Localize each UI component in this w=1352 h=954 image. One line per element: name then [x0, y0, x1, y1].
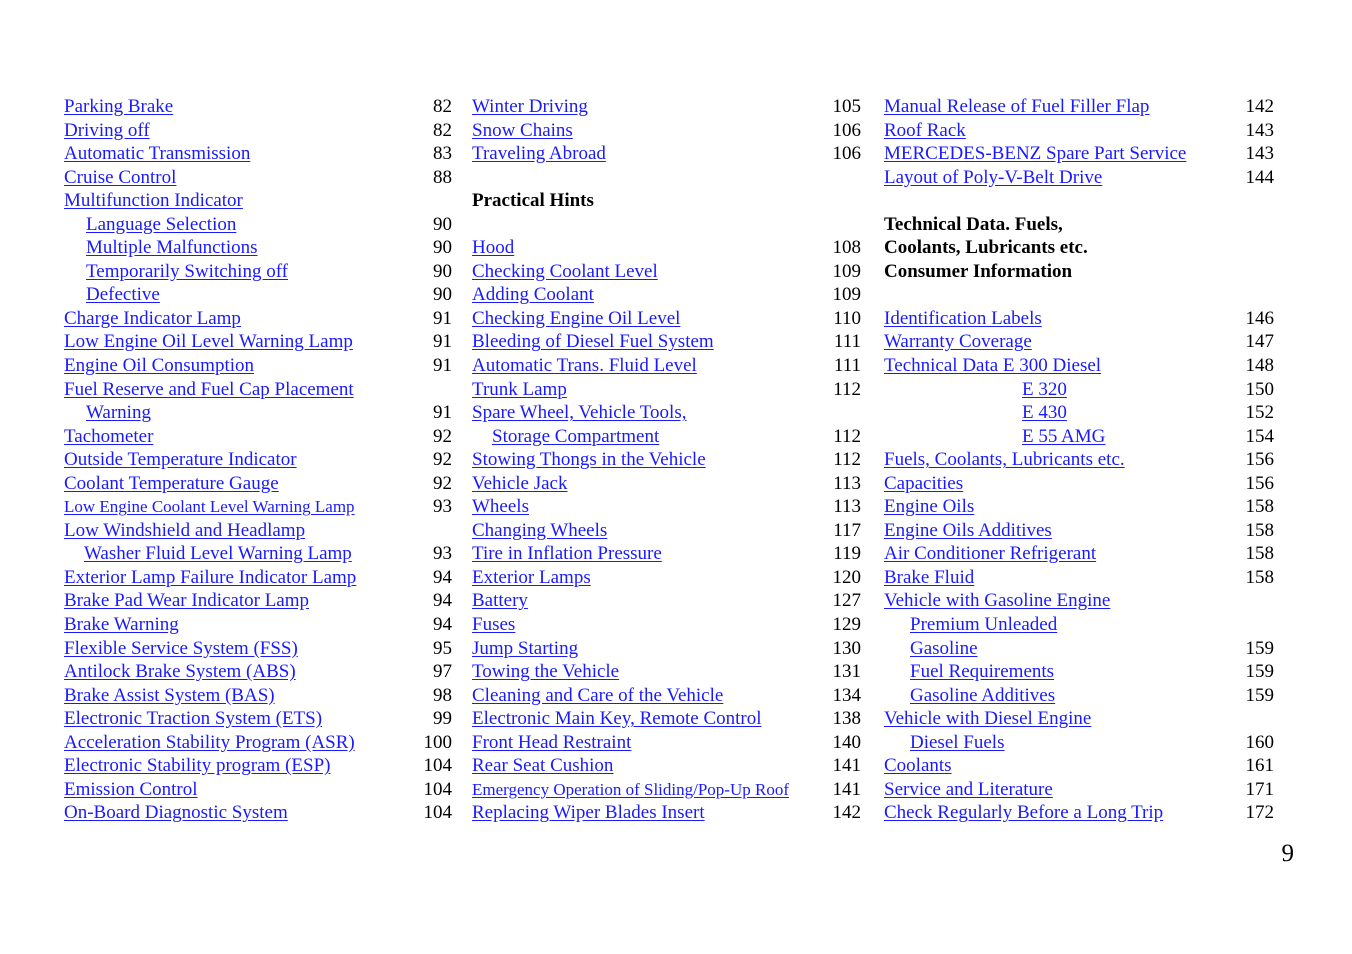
toc-link[interactable]: Winter Driving	[472, 96, 588, 117]
toc-link[interactable]: Gasoline	[910, 637, 978, 659]
toc-link[interactable]: Storage Compartment	[492, 425, 660, 447]
toc-link[interactable]: Brake Pad Wear Indicator Lamp	[64, 590, 310, 612]
section-heading-row	[472, 189, 864, 213]
toc-entry	[884, 307, 1276, 331]
toc-link[interactable]: Automatic Transmission	[64, 143, 251, 165]
toc-page-number: 131	[832, 661, 861, 683]
toc-link[interactable]: Engine Oils	[884, 496, 975, 518]
toc-entry	[64, 613, 454, 637]
blank-spacer	[472, 166, 864, 190]
toc-entry	[472, 542, 864, 566]
toc-page-number: 108	[832, 237, 861, 259]
toc-page-number: 104	[423, 802, 452, 824]
toc-link[interactable]: Front Head Restraint	[472, 731, 632, 753]
toc-link[interactable]: Bleeding of Diesel Fuel System	[472, 331, 714, 353]
toc-link[interactable]: Washer Fluid Level Warning Lamp	[84, 543, 352, 565]
toc-page-number: 110	[833, 307, 861, 329]
toc-page-number: 91	[433, 331, 452, 353]
toc-page-number: 143	[1245, 143, 1274, 165]
toc-link[interactable]: Language Selection	[86, 213, 237, 235]
toc-page-number: 172	[1245, 802, 1274, 824]
toc-entry	[884, 731, 1276, 755]
toc-entry	[64, 684, 454, 708]
toc-page-number: 82	[433, 96, 452, 117]
toc-entry	[884, 448, 1276, 472]
toc-entry	[64, 425, 454, 449]
toc-entry	[64, 778, 454, 802]
toc-page-number: 112	[833, 449, 861, 471]
section-heading: Coolants, Lubricants etc.	[884, 237, 1088, 259]
toc-page-number: 138	[832, 708, 861, 730]
toc-entry	[64, 401, 454, 425]
toc-link[interactable]: Warning	[86, 402, 151, 424]
toc-entry	[884, 495, 1276, 519]
toc-page-number: 148	[1245, 355, 1274, 377]
toc-entry	[472, 95, 864, 119]
section-heading-row	[884, 236, 1276, 260]
toc-link[interactable]: Capacities	[884, 472, 964, 494]
toc-link[interactable]: Fuel Requirements	[910, 661, 1055, 683]
toc-entry	[884, 707, 1276, 731]
toc-entry	[472, 119, 864, 143]
toc-page-number: 159	[1245, 684, 1274, 706]
toc-page-number: 120	[832, 566, 861, 588]
toc-link[interactable]: Emission Control	[64, 778, 198, 800]
toc-entry	[64, 801, 454, 825]
toc-link[interactable]: Trunk Lamp	[472, 378, 567, 400]
toc-entry	[64, 236, 454, 260]
toc-page-number: 82	[433, 119, 452, 141]
toc-page-number: 141	[832, 755, 861, 777]
toc-link[interactable]: Check Regularly Before a Long Trip	[884, 802, 1164, 824]
toc-entry	[884, 589, 1276, 613]
toc-page-number: 156	[1245, 472, 1274, 494]
toc-entry	[64, 542, 454, 566]
toc-link[interactable]: Identification Labels	[884, 307, 1042, 329]
toc-link[interactable]: Service and Literature	[884, 778, 1053, 800]
toc-entry	[64, 472, 454, 496]
toc-page-number: 90	[433, 284, 452, 306]
toc-entry	[64, 330, 454, 354]
toc-page-number: 92	[433, 472, 452, 494]
toc-page-number: 93	[433, 496, 452, 518]
toc-page-number: 99	[433, 708, 452, 730]
toc-page-number: 127	[832, 590, 861, 612]
toc-link[interactable]: Electronic Main Key, Remote Control	[472, 708, 762, 730]
toc-entry	[884, 95, 1276, 119]
toc-entry	[472, 330, 864, 354]
toc-page-number: 100	[423, 731, 452, 753]
toc-link[interactable]: Automatic Trans. Fluid Level	[472, 355, 697, 377]
toc-page-number: 140	[832, 731, 861, 753]
toc-link[interactable]: Jump Starting	[472, 637, 579, 659]
section-heading: Consumer Information	[884, 260, 1073, 282]
toc-entry	[64, 566, 454, 590]
toc-page-number: 94	[433, 590, 452, 612]
toc-entry	[884, 166, 1276, 190]
toc-entry	[64, 637, 454, 661]
blank-spacer	[884, 189, 1276, 213]
toc-entry	[64, 660, 454, 684]
toc-link[interactable]: Flexible Service System (FSS)	[64, 637, 298, 659]
toc-entry	[64, 307, 454, 331]
toc-link[interactable]: Brake Fluid	[884, 566, 975, 588]
toc-entry	[472, 613, 864, 637]
blank-spacer	[884, 283, 1276, 307]
toc-entry	[472, 425, 864, 449]
toc-link[interactable]: Changing Wheels	[472, 519, 608, 541]
toc-link[interactable]: Acceleration Stability Program (ASR)	[64, 731, 355, 753]
toc-page-number: 150	[1245, 378, 1274, 400]
toc-link[interactable]: Gasoline Additives	[910, 684, 1056, 706]
section-heading-row	[884, 260, 1276, 284]
toc-link[interactable]: Electronic Stability program (ESP)	[64, 755, 331, 777]
toc-entry	[64, 707, 454, 731]
toc-entry	[884, 354, 1276, 378]
toc-entry	[884, 801, 1276, 825]
toc-entry	[884, 613, 1276, 637]
toc-page-number: 141	[832, 778, 861, 800]
toc-page-number: 109	[832, 284, 861, 306]
toc-page-number: 160	[1245, 731, 1274, 753]
blank-spacer	[472, 213, 864, 237]
toc-entry	[472, 448, 864, 472]
toc-link[interactable]: Vehicle with Gasoline Engine	[884, 590, 1111, 612]
toc-page-number: 158	[1245, 543, 1274, 565]
toc-link[interactable]: Rear Seat Cushion	[472, 755, 614, 777]
toc-entry	[884, 660, 1276, 684]
toc-page-number: 94	[433, 614, 452, 636]
toc-page-number: 91	[433, 307, 452, 329]
toc-page-number: 97	[433, 661, 452, 683]
toc-entry	[884, 684, 1276, 708]
toc-link[interactable]: Engine Oil Consumption	[64, 355, 254, 377]
toc-page-number: 113	[833, 472, 861, 494]
toc-entry	[472, 707, 864, 731]
toc-link[interactable]: Fuses	[472, 614, 516, 636]
toc-link[interactable]: Technical Data E 300 Diesel	[884, 355, 1102, 377]
toc-link[interactable]: Exterior Lamp Failure Indicator Lamp	[64, 566, 357, 588]
toc-entry	[884, 519, 1276, 543]
toc-entry	[472, 731, 864, 755]
toc-page-number: 119	[833, 543, 861, 565]
toc-link[interactable]: E 320	[1022, 378, 1067, 400]
toc-link[interactable]: Exterior Lamps	[472, 566, 591, 588]
toc-link[interactable]: Charge Indicator Lamp	[64, 307, 241, 329]
toc-link[interactable]: Engine Oils Additives	[884, 519, 1052, 541]
toc-link[interactable]: Checking Coolant Level	[472, 260, 658, 282]
toc-link[interactable]: Fuels, Coolants, Lubricants etc.	[884, 449, 1125, 471]
toc-link[interactable]: Fuel Reserve and Fuel Cap Placement	[64, 378, 354, 400]
toc-entry	[472, 472, 864, 496]
toc-link[interactable]: Stowing Thongs in the Vehicle	[472, 449, 706, 471]
toc-link[interactable]: Layout of Poly-V-Belt Drive	[884, 166, 1103, 188]
toc-entry	[472, 378, 864, 402]
toc-entry	[884, 637, 1276, 661]
toc-page-number: 147	[1245, 331, 1274, 353]
toc-entry	[472, 519, 864, 543]
toc-page-number: 158	[1245, 496, 1274, 518]
toc-column-1	[64, 95, 454, 825]
toc-page-number: 130	[832, 637, 861, 659]
toc-page-number: 90	[433, 213, 452, 235]
toc-entry	[472, 283, 864, 307]
toc-entry	[64, 260, 454, 284]
toc-link[interactable]: Snow Chains	[472, 119, 573, 141]
toc-link[interactable]: E 430	[1022, 402, 1067, 424]
toc-page-number: 105	[832, 96, 861, 117]
toc-page-number: 104	[423, 755, 452, 777]
toc-entry	[64, 95, 454, 119]
toc-entry	[884, 754, 1276, 778]
section-heading: Practical Hints	[472, 190, 594, 212]
toc-entry	[472, 495, 864, 519]
section-heading: Technical Data. Fuels,	[884, 213, 1063, 235]
toc-page-number: 129	[832, 614, 861, 636]
toc-entry	[472, 684, 864, 708]
toc-page-number: 112	[833, 425, 861, 447]
toc-link[interactable]: Battery	[472, 590, 528, 612]
toc-page-number: 94	[433, 566, 452, 588]
toc-page-number: 142	[1245, 96, 1274, 117]
toc-link[interactable]: Premium Unleaded	[910, 614, 1058, 636]
toc-link[interactable]: Cruise Control	[64, 166, 177, 188]
toc-link[interactable]: Wheels	[472, 496, 529, 518]
toc-page-number: 91	[433, 402, 452, 424]
toc-entry	[64, 283, 454, 307]
toc-page-number: 142	[832, 802, 861, 824]
toc-link[interactable]: Parking Brake	[64, 96, 174, 117]
toc-link[interactable]: Hood	[472, 237, 515, 259]
toc-link[interactable]: Replacing Wiper Blades Insert	[472, 802, 705, 824]
toc-link[interactable]: Defective	[86, 284, 160, 306]
toc-entry	[64, 519, 454, 543]
toc-page-number: 154	[1245, 425, 1274, 447]
toc-link[interactable]: MERCEDES-BENZ Spare Part Service	[884, 143, 1187, 165]
toc-page-number: 113	[833, 496, 861, 518]
toc-link[interactable]: Diesel Fuels	[910, 731, 1005, 753]
toc-entry	[472, 307, 864, 331]
toc-entry	[64, 731, 454, 755]
toc-column-3	[884, 95, 1276, 825]
toc-link[interactable]: Vehicle with Diesel Engine	[884, 708, 1092, 730]
toc-entry	[64, 166, 454, 190]
toc-page-number: 106	[832, 119, 861, 141]
toc-link[interactable]: Tachometer	[64, 425, 154, 447]
toc-page-number: 146	[1245, 307, 1274, 329]
toc-link[interactable]: Emergency Operation of Sliding/Pop-Up Roof	[472, 779, 789, 799]
toc-entry	[472, 142, 864, 166]
toc-page-number: 159	[1245, 661, 1274, 683]
toc-entry	[472, 778, 864, 802]
toc-link[interactable]: Checking Engine Oil Level	[472, 307, 681, 329]
toc-entry	[472, 589, 864, 613]
toc-page-number: 109	[832, 260, 861, 282]
toc-link[interactable]: Warranty Coverage	[884, 331, 1032, 353]
toc-page-number: 111	[833, 355, 861, 377]
toc-link[interactable]: E 55 AMG	[1022, 425, 1106, 447]
toc-entry	[472, 637, 864, 661]
toc-entry	[884, 778, 1276, 802]
toc-entry	[884, 401, 1276, 425]
toc-link[interactable]: Coolant Temperature Gauge	[64, 472, 279, 494]
toc-entry	[884, 119, 1276, 143]
toc-entry	[472, 236, 864, 260]
toc-entry	[64, 589, 454, 613]
toc-entry	[884, 566, 1276, 590]
toc-link[interactable]: Vehicle Jack	[472, 472, 568, 494]
toc-entry	[884, 330, 1276, 354]
toc-page-number: 171	[1245, 778, 1274, 800]
toc-page-number: 144	[1245, 166, 1274, 188]
toc-link[interactable]: Antilock Brake System (ABS)	[64, 661, 296, 683]
toc-page-number: 88	[433, 166, 452, 188]
toc-entry	[64, 142, 454, 166]
toc-link[interactable]: Electronic Traction System (ETS)	[64, 708, 323, 730]
toc-page-number: 158	[1245, 566, 1274, 588]
toc-link[interactable]: Multiple Malfunctions	[86, 237, 258, 259]
toc-link[interactable]: Coolants	[884, 755, 952, 777]
toc-page-number: 134	[832, 684, 861, 706]
toc-link[interactable]: Low Windshield and Headlamp	[64, 519, 306, 541]
toc-page-number: 92	[433, 449, 452, 471]
toc-link[interactable]: On-Board Diagnostic System	[64, 802, 288, 824]
toc-page-number: 90	[433, 260, 452, 282]
toc-link[interactable]: Multifunction Indicator	[64, 190, 243, 212]
toc-entry	[472, 354, 864, 378]
toc-link[interactable]: Cleaning and Care of the Vehicle	[472, 684, 724, 706]
toc-link[interactable]: Low Engine Oil Level Warning Lamp	[64, 331, 353, 353]
toc-link[interactable]: Outside Temperature Indicator	[64, 449, 297, 471]
toc-entry	[64, 354, 454, 378]
toc-entry	[472, 260, 864, 284]
toc-entry	[64, 448, 454, 472]
toc-entry	[884, 472, 1276, 496]
toc-link[interactable]: Temporarily Switching off	[86, 260, 289, 282]
toc-page-number: 104	[423, 778, 452, 800]
toc-entry	[884, 425, 1276, 449]
toc-page-number: 91	[433, 355, 452, 377]
toc-entry	[884, 378, 1276, 402]
toc-link[interactable]: Adding Coolant	[472, 284, 594, 306]
toc-page-number: 152	[1245, 402, 1274, 424]
toc-page-number: 98	[433, 684, 452, 706]
toc-page-number: 111	[833, 331, 861, 353]
toc-page-number: 90	[433, 237, 452, 259]
toc-column-2	[472, 95, 864, 825]
toc-entry	[64, 754, 454, 778]
toc-page-number: 117	[833, 519, 861, 541]
toc-link[interactable]: Traveling Abroad	[472, 143, 606, 165]
toc-entry	[64, 189, 454, 213]
toc-entry	[64, 378, 454, 402]
toc-link[interactable]: Brake Assist System (BAS)	[64, 684, 275, 706]
toc-link[interactable]: Air Conditioner Refrigerant	[884, 543, 1097, 565]
toc-link[interactable]: Spare Wheel, Vehicle Tools,	[472, 402, 687, 424]
section-heading-row	[884, 213, 1276, 237]
toc-link[interactable]: Brake Warning	[64, 614, 179, 636]
toc-entry	[64, 213, 454, 237]
toc-entry	[472, 754, 864, 778]
toc-page-number: 143	[1245, 119, 1274, 141]
toc-page-number: 112	[833, 378, 861, 400]
toc-link[interactable]: Driving off	[64, 119, 150, 141]
toc-page-number: 161	[1245, 755, 1274, 777]
toc-link[interactable]: Tire in Inflation Pressure	[472, 543, 662, 565]
toc-page-number: 158	[1245, 519, 1274, 541]
toc-entry	[472, 801, 864, 825]
toc-page-number: 92	[433, 425, 452, 447]
toc-link[interactable]: Low Engine Coolant Level Warning Lamp	[64, 497, 355, 517]
toc-entry	[64, 119, 454, 143]
toc-link[interactable]: Towing the Vehicle	[472, 661, 620, 683]
toc-entry	[472, 566, 864, 590]
toc-link[interactable]: Manual Release of Fuel Filler Flap	[884, 96, 1150, 117]
toc-entry	[884, 142, 1276, 166]
toc-page-number: 83	[433, 143, 452, 165]
toc-link[interactable]: Roof Rack	[884, 119, 966, 141]
toc-entry	[472, 660, 864, 684]
toc-page-number: 93	[433, 543, 452, 565]
page-number: 9	[1281, 840, 1294, 867]
toc-page-number: 95	[433, 637, 452, 659]
toc-page-number: 159	[1245, 637, 1274, 659]
toc-entry	[472, 401, 864, 425]
toc-entry	[64, 495, 454, 519]
toc-entry	[884, 542, 1276, 566]
toc-page-number: 156	[1245, 449, 1274, 471]
toc-page-number: 106	[832, 143, 861, 165]
